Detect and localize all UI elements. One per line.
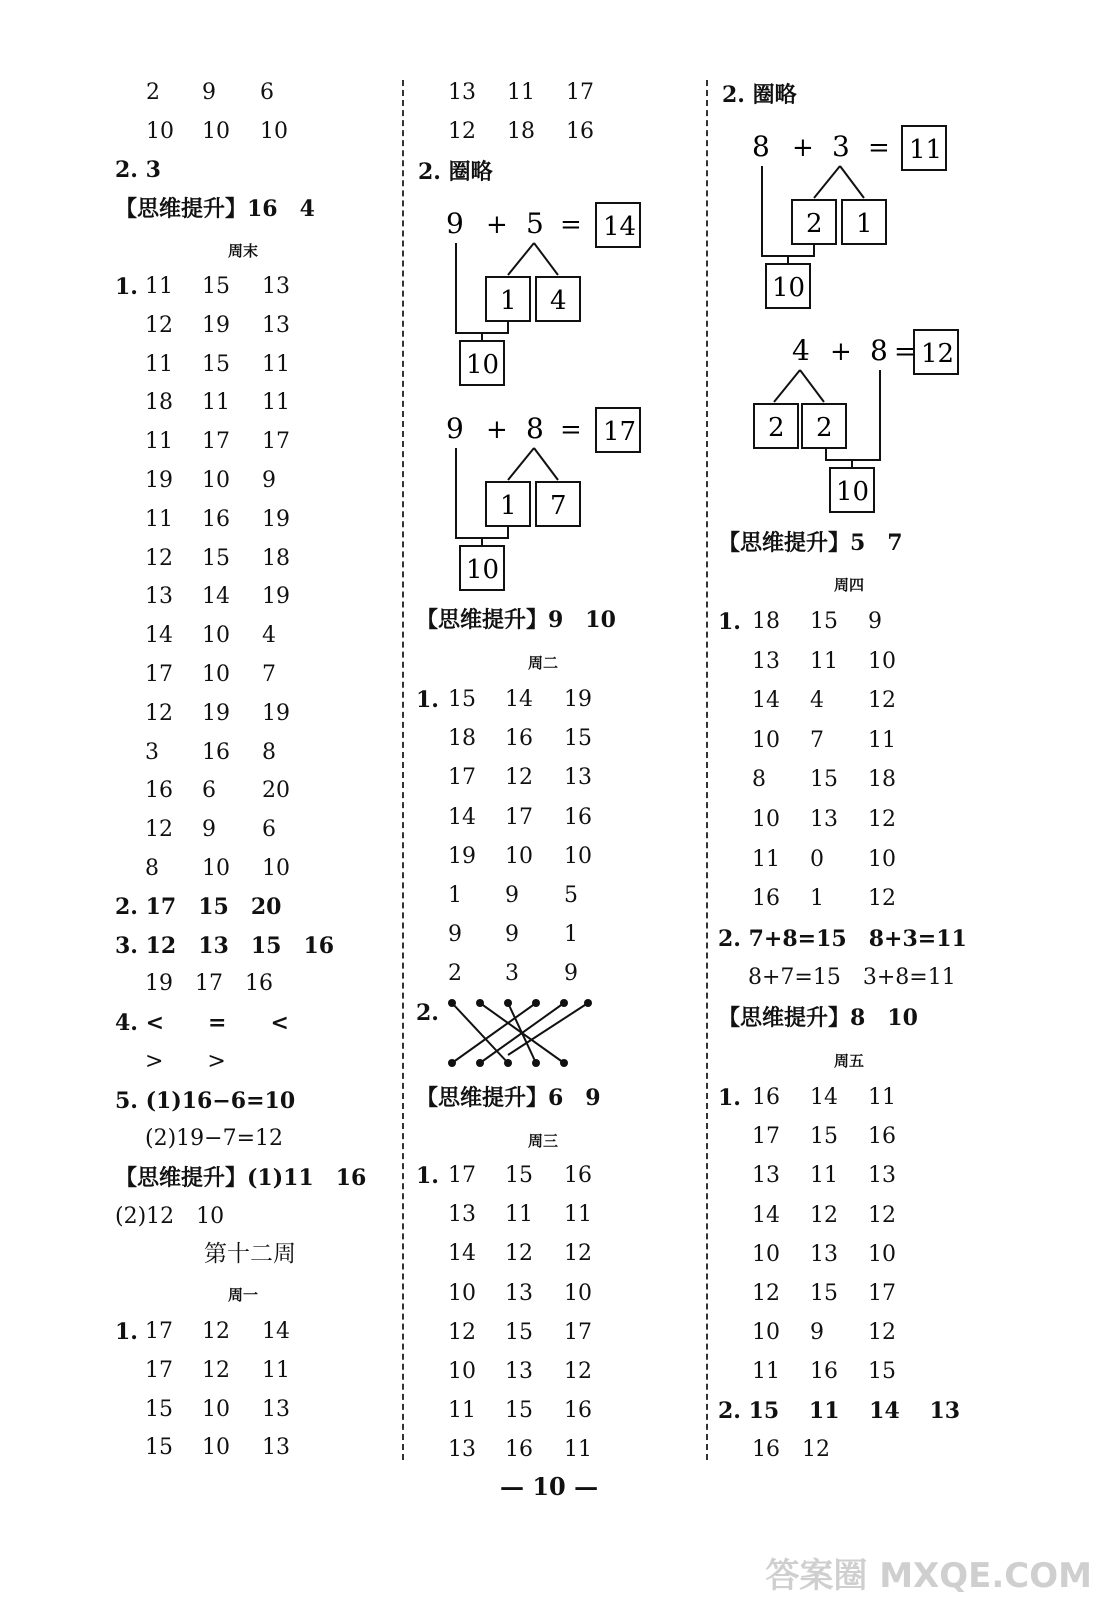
addend-a: 9 [446,412,464,445]
plus-sign: + [792,133,814,163]
c1-mon-row-cell: 13 [262,1396,290,1422]
section-monday: 周一 [228,1286,259,1304]
c2-wed-row-cell: 17 [448,1163,476,1188]
q5a-answer: 5. (1)16−6=10 [115,1088,296,1114]
c1-q1-row-cell: 10 [202,662,230,687]
c1-mon-row-cell: 17 [145,1319,173,1344]
thinking-boost: 【思维提升】5 7 [718,530,903,556]
equals-sign: = [560,210,582,240]
c2-wed-row-cell: 16 [505,1437,533,1463]
c1-q1-row-cell: 12 [145,817,173,843]
c1-q1-row-cell: 10 [202,856,230,881]
q2c-answer: 2. 15 11 14 13 [718,1398,961,1424]
c2-tue-row-cell: 19 [448,843,476,869]
c1-q1-row-cell: 12 [145,545,173,571]
c1-q1-row-cell: 17 [262,429,290,455]
c2-tue-row-cell: 10 [564,843,592,869]
c1-mon-row-cell: 13 [262,1435,290,1461]
c2-tue-row-cell: 18 [448,726,476,752]
c3-thu-row-cell: 11 [752,846,780,872]
c1-top-row-cell: 10 [146,119,174,144]
c3-thu-row-cell: 1 [810,886,824,912]
c3-thu-row-cell: 0 [810,846,824,872]
ten-box: 10 [466,350,500,380]
c3-thu-row-cell: 18 [752,609,780,634]
column-separator-2 [706,80,708,1460]
c2-wed-row-cell: 11 [564,1437,592,1463]
q2b-answer: 8+7=15 3+8=11 [748,965,956,990]
c3-fri-row-cell: 11 [868,1085,896,1110]
q3a-answer: 3. 12 13 15 16 [115,933,335,959]
c1-q1-row-cell: 3 [145,739,159,765]
q2b-label: 2. [416,1000,439,1026]
thinking-boost-2b: (2)12 10 [115,1204,225,1229]
c2-wed-row-cell: 12 [448,1319,476,1345]
c1-mon-row-cell: 15 [145,1396,173,1422]
c2-tue-row-cell: 13 [564,765,592,791]
c3-fri-row-cell: 14 [810,1085,838,1110]
q2b-answer: 2. 17 15 20 [115,894,282,920]
q1-label-wed: 1. [416,1163,439,1189]
equals-sign: = [894,337,916,367]
c1-top-row-cell: 6 [260,80,274,105]
addend-a: 9 [446,207,464,240]
c2-tue-row-cell: 17 [448,765,476,791]
c1-q1-row-cell: 16 [145,778,173,804]
plus-sign: + [830,337,852,367]
c3-thu-row-cell: 7 [810,727,824,753]
c3-fri-row-cell: 10 [752,1241,780,1267]
make-ten-diagram-8-plus-3 [740,118,970,318]
thinking-boost: 【思维提升】16 4 [115,196,315,222]
make-ten-diagram-9-plus-8 [430,400,660,600]
c3-fri-row-cell: 16 [752,1085,780,1110]
c2-tue-row-cell: 16 [505,726,533,752]
matching-lines-diagram [440,995,600,1075]
c2-tue-row-cell: 16 [564,804,592,830]
q3b-answer: 19 17 16 [145,971,273,996]
c2-tue-row-cell: 9 [505,922,519,948]
c3-thu-row-cell: 11 [868,727,896,753]
c3-fri-row-cell: 9 [810,1320,824,1346]
split-box-2: 7 [550,491,567,521]
split-box-1: 1 [500,286,517,316]
q5b-answer: (2)19−7=12 [145,1126,284,1151]
c2-wed-row-cell: 17 [564,1319,592,1345]
c1-mon-row-cell: 17 [145,1357,173,1383]
c2-wed-row-cell: 11 [505,1202,533,1228]
c1-mon-row-cell: 12 [202,1357,230,1383]
c3-fri-row-cell: 10 [752,1320,780,1346]
ten-box: 10 [772,273,806,303]
c3-thu-row-cell: 18 [868,767,896,793]
c1-q1-row-cell: 11 [145,274,173,299]
thinking-boost-2: 【思维提升】8 10 [718,1005,918,1031]
c3-thu-row-cell: 12 [868,807,896,832]
c3-thu-row-cell: 12 [868,886,896,912]
c3-fri-row-cell: 12 [868,1320,896,1346]
c1-q1-row-cell: 15 [202,351,230,377]
c2-tue-row-cell: 9 [505,883,519,908]
c3-thu-row-cell: 11 [810,648,838,674]
thinking-boost: 【思维提升】9 10 [416,607,616,633]
q1-label-mon: 1. [115,1319,138,1345]
c1-q1-row-cell: 11 [145,351,173,377]
c2-top-row-cell: 18 [507,119,535,144]
addend-a: 4 [792,334,810,367]
c2-wed-row-cell: 14 [448,1241,476,1267]
make-ten-diagram-4-plus-8 [740,322,970,522]
q1-label-fri: 1. [718,1085,741,1111]
c2-tue-row-cell: 3 [505,961,519,987]
c2-tue-row-cell: 17 [505,804,533,830]
split-box-2: 4 [550,286,567,316]
c1-q1-row-cell: 11 [202,390,230,416]
c3-fri-row-cell: 12 [752,1281,780,1306]
c2-top-row-cell: 13 [448,80,476,105]
c1-q1-row-cell: 13 [262,312,290,338]
c2-wed-row-cell: 13 [505,1359,533,1384]
result-box: 11 [909,135,943,165]
split-box-1: 2 [768,413,785,443]
c1-q1-row-cell: 16 [202,739,230,765]
c2-tue-row-cell: 9 [564,961,578,987]
c2-tue-row-cell: 15 [564,726,592,752]
q4b-answer: > > [145,1049,226,1074]
c2-tue-row-cell: 5 [564,883,578,908]
c2-wed-row-cell: 11 [564,1202,592,1228]
c1-top-row-cell: 2 [146,80,160,105]
split-box-1: 1 [500,491,517,521]
c1-q1-row-cell: 8 [145,856,159,881]
equals-sign: = [560,415,582,445]
c3-fri-row-cell: 13 [810,1241,838,1267]
c1-q1-row-cell: 4 [262,623,276,649]
make-ten-diagram-9-plus-5 [430,195,660,395]
section-weekend: 周末 [228,242,259,260]
c3-fri-row-cell: 11 [810,1163,838,1189]
c3-thu-row-cell: 10 [752,807,780,832]
c1-q1-row-cell: 10 [202,468,230,493]
c1-q1-row-cell: 18 [262,545,290,571]
c3-thu-row-cell: 15 [810,609,838,634]
equals-sign: = [868,133,890,163]
c2-wed-row-cell: 10 [448,1359,476,1384]
c2-wed-row-cell: 13 [505,1280,533,1306]
c1-top-row-cell: 10 [202,119,230,144]
c1-q1-row-cell: 19 [262,506,290,532]
c3-fri-row-cell: 17 [752,1124,780,1150]
c1-q1-row-cell: 17 [202,429,230,455]
c3-fri-row-cell: 13 [752,1163,780,1189]
split-box-2: 1 [856,209,873,239]
c2-tue-row-cell: 19 [564,687,592,712]
c3-thu-row-cell: 15 [810,767,838,793]
c1-q1-row-cell: 17 [145,662,173,687]
c2-tue-row-cell: 14 [505,687,533,712]
c1-mon-row-cell: 14 [262,1319,290,1344]
c1-top-row-cell: 10 [260,119,288,144]
c2-wed-row-cell: 15 [505,1319,533,1345]
c2-tue-row-cell: 14 [448,804,476,830]
c2-wed-row-cell: 16 [564,1398,592,1424]
c1-q1-row-cell: 20 [262,778,290,804]
c1-q1-row-cell: 19 [262,584,290,610]
c1-top-row-cell: 9 [202,80,216,105]
result-box: 12 [921,339,955,369]
c1-mon-row-cell: 10 [202,1396,230,1422]
c1-q1-row-cell: 18 [145,390,173,416]
c2-wed-row-cell: 13 [448,1437,476,1463]
c2-tue-row-cell: 1 [564,922,578,948]
c3-thu-row-cell: 10 [752,727,780,753]
c3-thu-row-cell: 8 [752,767,766,793]
c3-fri-row-cell: 11 [752,1359,780,1385]
c3-fri-row-cell: 10 [868,1241,896,1267]
addend-b: 8 [870,334,888,367]
c1-q1-row-cell: 15 [202,545,230,571]
watermark-logo: 答案圈 MXQE.COM [765,1556,1092,1596]
c2-wed-row-cell: 15 [505,1163,533,1188]
c1-q1-row-cell: 19 [202,700,230,726]
page-number: — 10 — [500,1472,599,1501]
c2-wed-row-cell: 10 [564,1280,592,1306]
addend-b: 3 [832,130,850,163]
plus-sign: + [486,415,508,445]
q2-label: 2. 圈略 [722,82,797,108]
plus-sign: + [486,210,508,240]
column-separator-1 [402,80,404,1460]
result-box: 14 [603,212,637,242]
c3-fri-row-cell: 12 [868,1202,896,1228]
c1-q1-row-cell: 10 [262,856,290,881]
thinking-boost-2: 【思维提升】6 9 [416,1085,601,1111]
c1-q1-row-cell: 19 [262,700,290,726]
q2d-answer: 16 12 [752,1437,830,1462]
c1-q1-row-cell: 14 [202,584,230,610]
c1-q1-row-cell: 12 [145,312,173,338]
c2-tue-row-cell: 10 [505,843,533,869]
c2-wed-row-cell: 13 [448,1202,476,1228]
c2-wed-row-cell: 15 [505,1398,533,1424]
c3-thu-row-cell: 10 [868,846,896,872]
c2-wed-row-cell: 11 [448,1398,476,1424]
addend-a: 8 [752,130,770,163]
addend-b: 8 [526,412,544,445]
c1-mon-row-cell: 10 [202,1435,230,1461]
c2-tue-row-cell: 1 [448,883,462,908]
c3-fri-row-cell: 12 [810,1202,838,1228]
q1-label: 1. [115,274,138,300]
c2-tue-row-cell: 15 [448,687,476,712]
c2-tue-row-cell: 9 [448,922,462,948]
section-tuesday: 周二 [528,654,559,672]
c3-thu-row-cell: 12 [868,688,896,714]
c1-q1-row-cell: 14 [145,623,173,649]
q2-answer: 2. 3 [115,157,161,183]
c3-thu-row-cell: 16 [752,886,780,912]
c1-mon-row-cell: 11 [262,1357,290,1383]
c3-thu-row-cell: 9 [868,609,882,634]
c1-q1-row-cell: 19 [145,468,173,493]
c1-q1-row-cell: 7 [262,662,276,687]
c3-fri-row-cell: 14 [752,1202,780,1228]
split-box-2: 2 [816,413,833,443]
c3-fri-row-cell: 15 [810,1124,838,1150]
section-wednesday: 周三 [528,1132,559,1150]
c1-q1-row-cell: 13 [262,274,290,299]
result-box: 17 [603,417,637,447]
c1-q1-row-cell: 6 [202,778,216,804]
split-box-1: 2 [806,209,823,239]
c1-q1-row-cell: 12 [145,700,173,726]
q4a-answer: 4. < = < [115,1010,289,1036]
c1-q1-row-cell: 11 [262,351,290,377]
c3-fri-row-cell: 17 [868,1281,896,1306]
section-friday: 周五 [834,1052,865,1070]
q2a-answer: 2. 7+8=15 8+3=11 [718,926,967,952]
c2-top-row-cell: 12 [448,119,476,144]
c3-thu-row-cell: 13 [752,648,780,674]
c1-q1-row-cell: 9 [202,817,216,843]
c1-mon-row-cell: 15 [145,1435,173,1461]
c1-q1-row-cell: 11 [145,429,173,455]
c1-q1-row-cell: 9 [262,468,276,493]
c3-thu-row-cell: 10 [868,648,896,674]
c2-wed-row-cell: 12 [564,1241,592,1267]
c1-q1-row-cell: 11 [262,390,290,416]
q1-label: 1. [416,687,439,713]
c2-wed-row-cell: 16 [564,1163,592,1188]
c1-q1-row-cell: 16 [202,506,230,532]
c3-fri-row-cell: 15 [868,1359,896,1385]
addend-b: 5 [526,207,544,240]
c1-q1-row-cell: 13 [145,584,173,610]
ten-box: 10 [836,477,870,507]
c1-q1-row-cell: 11 [145,506,173,532]
c2-wed-row-cell: 12 [564,1359,592,1384]
c3-fri-row-cell: 15 [810,1281,838,1306]
c3-fri-row-cell: 13 [868,1163,896,1189]
c2-top-row-cell: 17 [566,80,594,105]
q2-label: 2. 圈略 [418,159,493,185]
c2-top-row-cell: 16 [566,119,594,144]
c1-q1-row-cell: 19 [202,312,230,338]
c3-thu-row-cell: 13 [810,807,838,832]
c3-fri-row-cell: 16 [868,1124,896,1150]
c1-mon-row-cell: 12 [202,1319,230,1344]
c1-q1-row-cell: 15 [202,274,230,299]
c1-q1-row-cell: 10 [202,623,230,649]
thinking-boost-2a: 【思维提升】(1)11 16 [115,1165,367,1191]
ten-box: 10 [466,555,500,585]
c3-thu-row-cell: 4 [810,688,824,714]
c1-q1-row-cell: 6 [262,817,276,843]
c3-thu-row-cell: 14 [752,688,780,714]
c2-top-row-cell: 11 [507,80,535,105]
q1-label: 1. [718,609,741,635]
c2-wed-row-cell: 10 [448,1280,476,1306]
section-thursday: 周四 [834,576,865,594]
c2-tue-row-cell: 12 [505,765,533,791]
c2-tue-row-cell: 2 [448,961,462,987]
c2-wed-row-cell: 12 [505,1241,533,1267]
c3-fri-row-cell: 16 [810,1359,838,1385]
c1-q1-row-cell: 8 [262,739,276,765]
week-12-title: 第十二周 [204,1241,296,1267]
